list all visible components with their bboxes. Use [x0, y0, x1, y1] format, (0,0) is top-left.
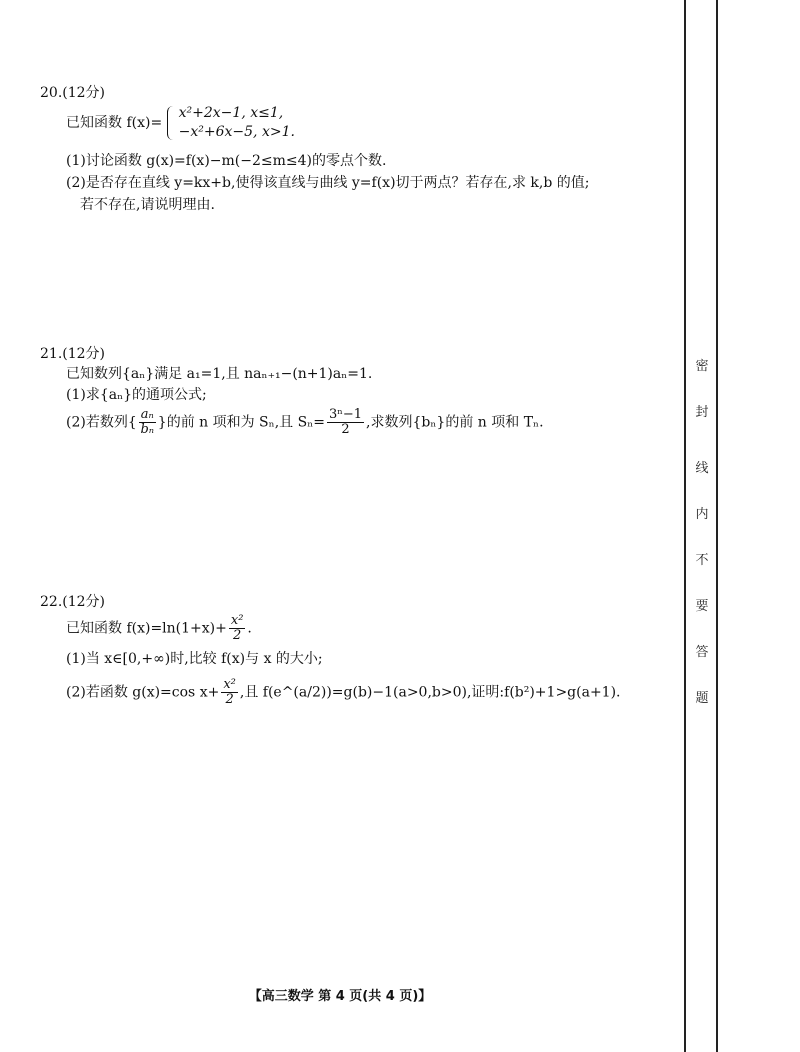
question-21-header: 21.(12分)	[40, 346, 106, 362]
binding-line-left	[684, 0, 686, 1052]
question-20-part-2-cont: 若不存在,请说明理由.	[80, 197, 215, 213]
left-brace	[167, 106, 176, 140]
margin-char-3: 线	[695, 461, 709, 476]
fraction-denominator: 2	[341, 422, 350, 437]
piecewise-case-2: −x²+6x−5, x>1.	[178, 124, 295, 140]
question-22-part-2-text-a: (2)若函数 g(x)=cos x+	[66, 684, 220, 701]
question-21-part-2	[66, 408, 544, 437]
fraction-denominator: 2	[233, 628, 242, 643]
question-22-intro-text: 已知函数 f(x)=ln(1+x)+	[66, 620, 227, 637]
question-20-part-2: (2)是否存在直线 y=kx+b,使得该直线与曲线 y=f(x)切于两点？若存在,求 k,b 的值;	[66, 175, 590, 191]
fraction-numerator: 3ⁿ−1	[328, 407, 363, 422]
question-21-part-2-text-a: (2)若数列{	[66, 414, 137, 431]
question-21-part-2-text-c: ,求数列{bₙ}的前 n 项和 Tₙ.	[366, 414, 544, 431]
fraction-a-over-b	[139, 408, 156, 437]
question-22-part-2-text-b: ,且 f(e^(a/2))=g(b)−1(a>0,b>0),证明:f(b²)+1>g(a+1).	[239, 684, 621, 701]
question-21-part-1: (1)求{aₙ}的通项公式;	[66, 387, 207, 403]
question-22-part-2	[66, 678, 621, 707]
margin-char-7: 答	[695, 645, 709, 660]
fraction-x2-over-2	[229, 614, 246, 643]
question-20-intro: 已知函数 f(x)=	[66, 115, 163, 131]
question-22-intro-end: .	[247, 620, 252, 637]
fraction-sn	[327, 408, 364, 437]
margin-char-4: 内	[695, 507, 709, 522]
question-20-function	[66, 104, 295, 142]
margin-char-1: 密	[695, 359, 709, 374]
question-22-header: 22.(12分)	[40, 594, 106, 610]
question-21-intro: 已知数列{aₙ}满足 a₁=1,且 naₙ₊₁−(n+1)aₙ=1.	[66, 366, 373, 382]
margin-char-5: 不	[695, 553, 709, 568]
piecewise-case-1: x²+2x−1, x≤1,	[178, 105, 284, 121]
question-22-intro	[66, 614, 252, 643]
question-20-part-1: (1)讨论函数 g(x)=f(x)−m(−2≤m≤4)的零点个数.	[66, 153, 387, 169]
fraction-x2-over-2	[221, 678, 238, 707]
fraction-numerator: x²	[223, 677, 236, 692]
margin-char-6: 要	[695, 599, 709, 614]
fraction-denominator: bₙ	[140, 422, 155, 437]
binding-line-right	[716, 0, 718, 1052]
fraction-numerator: x²	[230, 613, 244, 628]
question-22-part-1: (1)当 x∈[0,+∞)时,比较 f(x)与 x 的大小;	[66, 651, 323, 667]
piecewise-cases	[167, 104, 295, 142]
margin-char-8: 题	[695, 691, 709, 706]
fraction-numerator: aₙ	[140, 407, 154, 422]
fraction-denominator: 2	[225, 692, 234, 707]
page-footer: 【高三数学 第 4 页(共 4 页)】	[248, 989, 432, 1004]
margin-char-2: 封	[695, 405, 709, 420]
question-20-header: 20.(12分)	[40, 85, 106, 101]
question-21-part-2-text-b: }的前 n 项和为 Sₙ,且 Sₙ=	[157, 414, 325, 431]
